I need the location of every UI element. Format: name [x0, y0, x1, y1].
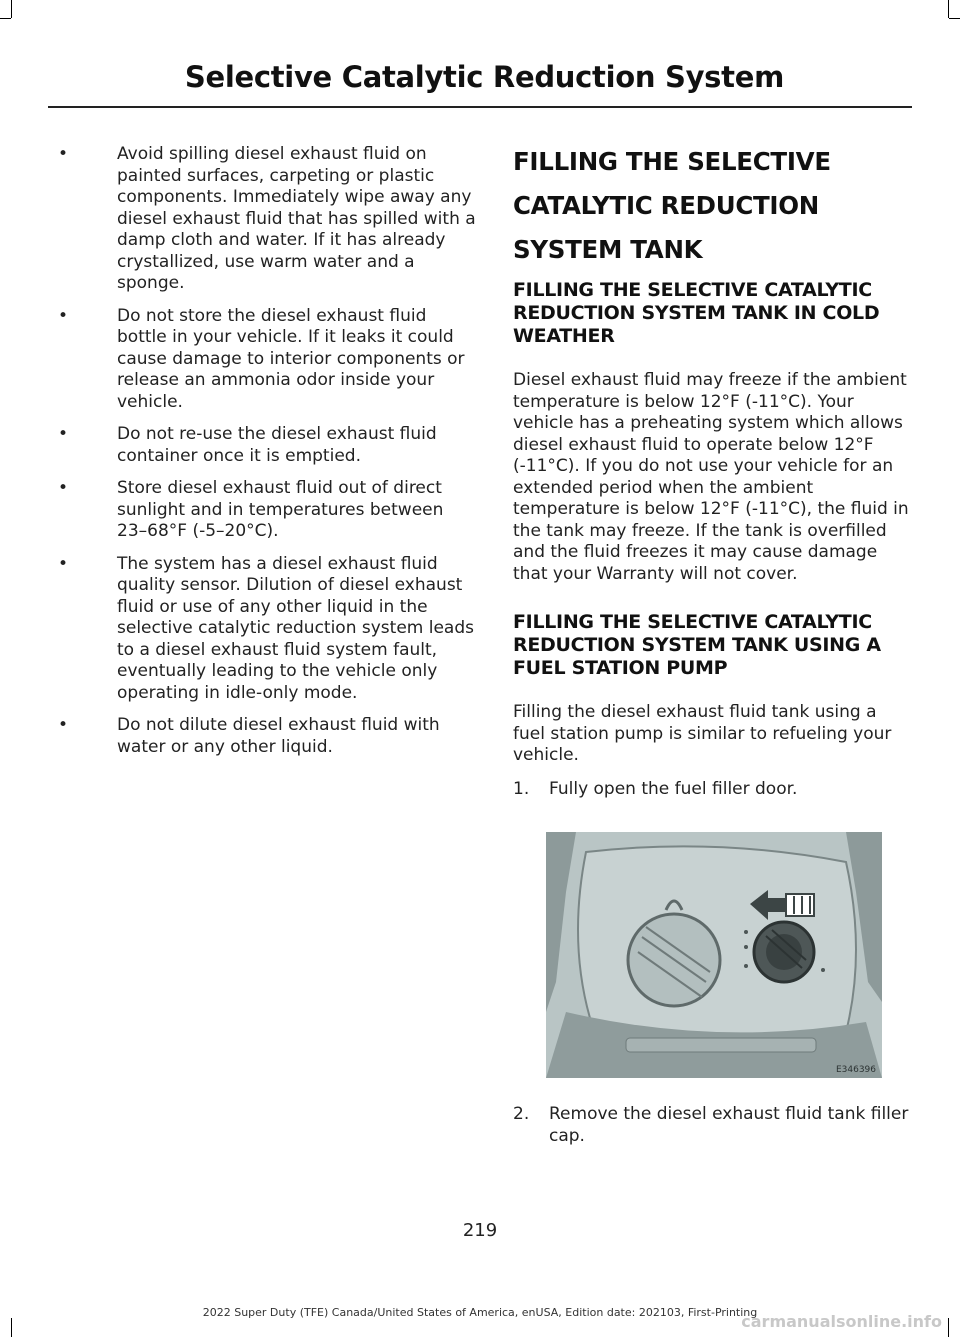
bullet-list: [58, 144, 476, 758]
crop-mark: [948, 1318, 949, 1337]
bullet-text: Do not re-use the diesel exhaust fluid container once it is emptied.: [117, 424, 437, 466]
right-column: [513, 144, 909, 800]
bullet-glyph: •: [58, 715, 69, 735]
crop-mark: [0, 18, 11, 19]
step-text: Remove the diesel exhaust fluid tank filler cap.: [549, 1104, 909, 1146]
fuel-filler-illustration-svg: [546, 832, 882, 1078]
bullet-text: Do not dilute diesel exhaust fluid with water or any other liquid.: [117, 715, 440, 757]
fuel-filler-door-illustration: [546, 832, 882, 1078]
watermark: carmanualsonline.info: [741, 1312, 942, 1331]
bullet-text: Store diesel exhaust fluid out of direct sunlight and in temperatures between 23–68°F (-5–20°C).: [117, 478, 444, 541]
page-number: 219: [462, 1220, 498, 1241]
main-heading-line: FILLING THE SELECTIVE: [513, 147, 831, 176]
bullet-glyph: •: [58, 478, 69, 498]
list-item: [58, 715, 476, 758]
section-main-heading: [513, 147, 909, 265]
step-number: 2.: [513, 1104, 530, 1124]
step-number: 1.: [513, 778, 530, 799]
step-text: Fully open the fuel filler door.: [549, 778, 798, 799]
fuel-pump-paragraph: Filling the diesel exhaust fluid tank using a fuel station pump is similar to refueling your vehicle.: [513, 702, 892, 765]
crop-mark: [11, 1318, 12, 1337]
main-heading-line: SYSTEM TANK: [513, 235, 703, 264]
cold-weather-heading: FILLING THE SELECTIVE CATALYTIC REDUCTION SYSTEM TANK IN COLD WEATHER: [513, 279, 880, 347]
step-2: [513, 1104, 945, 1147]
header-divider: [48, 106, 912, 108]
list-item: [58, 478, 476, 543]
cold-weather-paragraph: Diesel exhaust fluid may freeze if the ambient temperature is below 12°F (-11°C). Your vehicle has a preheating system which allows diesel exhaust fluid to operate below 12°F (-11°C). If you do not use your vehicle for an extended period when the ambient temperature is below 12°F (-11°C), the fluid in the tank may freeze. If the tank is overfilled and the fluid freezes it may cause damage that your Warranty will not cover.: [513, 370, 909, 584]
crop-mark: [949, 18, 960, 19]
list-item: [58, 554, 476, 705]
bullet-glyph: •: [58, 305, 69, 326]
step-1: [513, 779, 909, 801]
crop-mark: [948, 0, 949, 18]
crop-mark: [11, 0, 12, 18]
list-item: [58, 424, 476, 467]
left-column: [58, 144, 476, 769]
figure-reference-id: E346396: [835, 1065, 876, 1075]
bullet-text: The system has a diesel exhaust fluid quality sensor. Dilution of diesel exhaust fluid or use of any other liquid in the selective catalytic reduction system leads to a diesel exhaust fluid system fault, eventually leading to the vehicle only operating in idle-only mode.: [117, 553, 474, 703]
bullet-glyph: •: [58, 144, 69, 164]
bullet-text: Do not store the diesel exhaust fluid bottle in your vehicle. If it leaks it could cause damage to interior components or release an ammonia odor inside your vehicle.: [117, 305, 465, 412]
page-header-title: Selective Catalytic Reduction System: [184, 60, 784, 94]
bullet-glyph: •: [58, 553, 69, 574]
list-item: [58, 144, 476, 295]
list-item: [58, 306, 476, 414]
page-footer: 2022 Super Duty (TFE) Canada/United States of America, enUSA, Edition date: 202103, First-Printing: [202, 1306, 758, 1319]
bullet-glyph: •: [58, 424, 69, 444]
fuel-pump-heading: FILLING THE SELECTIVE CATALYTIC REDUCTION SYSTEM TANK USING A FUEL STATION PUMP: [513, 611, 881, 679]
main-heading-line: CATALYTIC REDUCTION: [513, 191, 819, 220]
bullet-text: Avoid spilling diesel exhaust fluid on painted surfaces, carpeting or plastic components. Immediately wipe away any diesel exhaust fluid that has spilled with a damp cloth and water. If it has already crystallized, use warm water and a sponge.: [117, 144, 476, 293]
